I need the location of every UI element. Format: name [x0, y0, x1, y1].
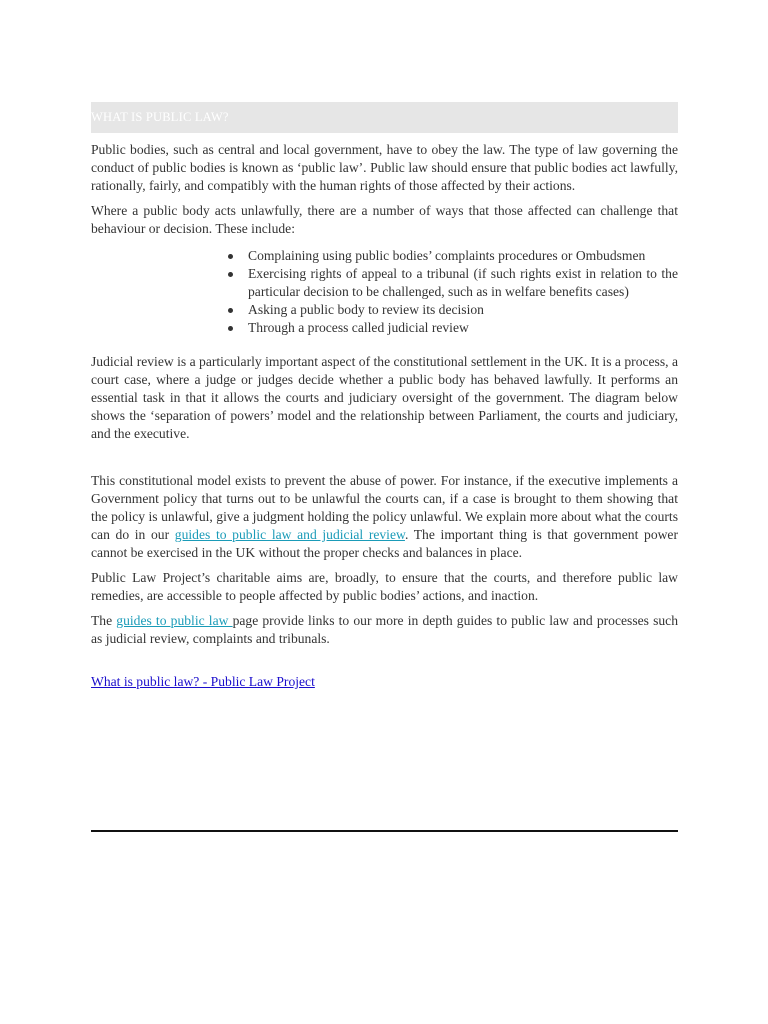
judicial-review-paragraph: Judicial review is a particularly important aspect of the constitutional settlement in the UK. It is a process, a court case, where a judge or judges decide whether a public body has behaved lawfully. It performs an essential task in that it allows the courts and judiciary oversight of the government. The diagram below shows the ‘separation of powers’ model and the relationship between Parliament, the courts and judiciary, and the executive. — [91, 354, 678, 441]
remedies-list — [91, 247, 678, 337]
charitable-aims-paragraph: Public Law Project’s charitable aims are, broadly, to ensure that the courts, and therefore public law remedies, are accessible to people affected by public bodies’ actions, and inaction. — [91, 570, 678, 603]
constitutional-model-paragraph — [91, 472, 678, 562]
guides-to-public-law-link[interactable]: guides to public law — [116, 613, 233, 628]
list-item: Exercising rights of appeal to a tribunal (if such rights exist in relation to the particular decision to be challenged, such as in welfare benefits cases) — [248, 266, 678, 299]
model-text-after-link: . The important thing is that government power cannot be exercised in the UK without the proper checks and balances in place. — [91, 527, 678, 560]
challenge-paragraph: Where a public body acts unlawfully, there are a number of ways that those affected can challenge that behaviour or decision. These include: — [91, 203, 678, 236]
list-item: Complaining using public bodies’ complaints procedures or Ombudsmen — [248, 247, 678, 265]
model-text-before-link: This constitutional model exists to prevent the abuse of power. For instance, if the executive implements a Government policy that turns out to be unlawful the courts can, if a case is brought to them showing that the policy is unlawful, give a judgment holding the policy unlawful. We explain more about what the courts can do in our — [91, 473, 678, 542]
horizontal-rule — [91, 830, 678, 832]
list-item: Asking a public body to review its decision — [248, 301, 678, 319]
guides-paragraph — [91, 612, 678, 648]
list-item: Through a process called judicial review — [248, 319, 678, 337]
diagram-placeholder-gap — [91, 450, 678, 472]
guides-text-before-link: The — [91, 613, 117, 628]
guides-public-law-judicial-review-link[interactable]: guides to public law and judicial review — [174, 527, 405, 542]
intro-paragraph: Public bodies, such as central and local government, have to obey the law. The type of law governing the conduct of public bodies is known as ‘public law’. Public law should ensure that public bodies act lawfully, rationally, fairly, and compatibly with the human rights of those affected by their actions. — [91, 142, 678, 193]
document-content — [91, 102, 678, 691]
section-heading: WHAT IS PUBLIC LAW? — [91, 110, 229, 124]
source-link-container — [91, 673, 678, 691]
section-heading-bar — [91, 102, 678, 133]
source-page-link[interactable]: What is public law? - Public Law Project — [91, 674, 315, 689]
guides-text-after-link: page provide links to our more in depth guides to public law and processes such as judicial review, complaints and tribunals. — [91, 613, 678, 646]
